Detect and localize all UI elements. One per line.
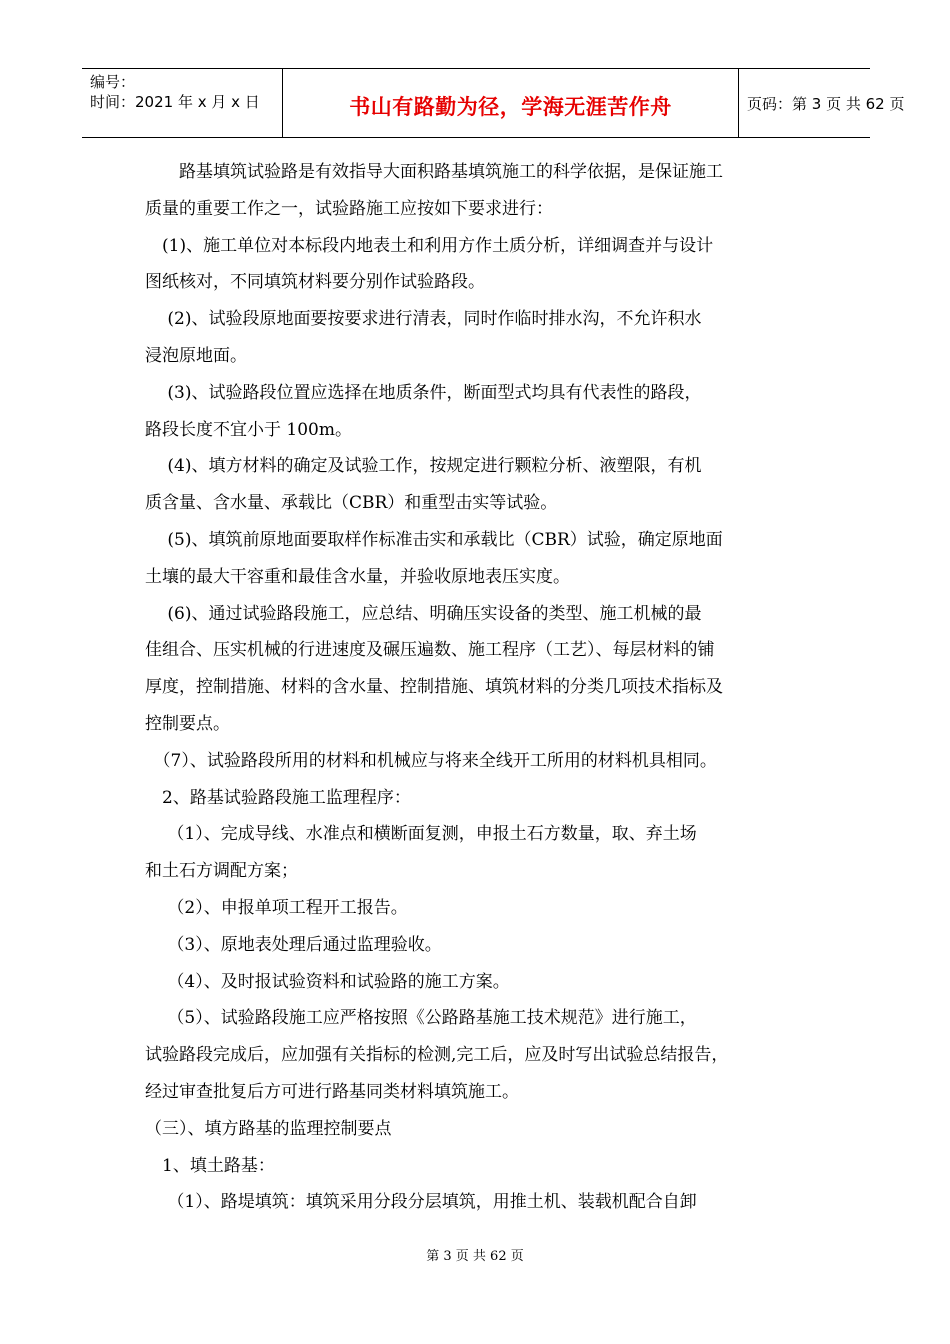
text-line: 试验路段完成后，应加强有关指标的检测,完工后，应及时写出试验总结报告， (145, 1045, 729, 1066)
text-line: （三）、填方路基的监理控制要点 (145, 1118, 392, 1139)
text-line: （2）、申报单项工程开工报告。 (145, 897, 408, 918)
text-line: 路基填筑试验路是有效指导大面积路基填筑施工的科学依据，是保证施工 (145, 162, 723, 182)
text-line: 1、填土路基： (145, 1155, 275, 1176)
text-line: (6)、通过试验路段施工，应总结、明确压实设备的类型、施工机械的最 (145, 603, 702, 624)
text-line: 浸泡原地面。 (145, 345, 247, 366)
text-line: （3）、原地表处理后通过监理验收。 (145, 934, 442, 955)
text-line: (5)、填筑前原地面要取样作标准击实和承载比（CBR）试验，确定原地面 (145, 529, 723, 550)
text-line: 质量的重要工作之一，试验路施工应按如下要求进行： (145, 198, 553, 219)
text-line: (1)、施工单位对本标段内地表土和利用方作土质分析，详细调查并与设计 (145, 235, 714, 256)
header-page-cell (739, 69, 905, 137)
document-number-label: 编号： (90, 73, 136, 91)
text-line: (2)、试验段原地面要按要求进行清表，同时作临时排水沟，不允许积水 (145, 309, 702, 330)
header-page-info: 页码：第 3 页 共 62 页 (747, 95, 905, 113)
text-line: 控制要点。 (145, 713, 230, 734)
text-line: （4）、及时报试验资料和试验路的施工方案。 (145, 971, 510, 992)
text-line: 质含量、含水量、承载比（CBR）和重型击实等试验。 (145, 493, 558, 514)
header-motto: 书山有路勤为径，学海无涯苦作舟 (349, 95, 672, 119)
text-line: (4)、填方材料的确定及试验工作，按规定进行颗粒分析、液塑限，有机 (145, 456, 702, 477)
text-line: 2、路基试验路段施工监理程序： (145, 787, 411, 808)
document-body (145, 154, 813, 1221)
text-line: 经过审查批复后方可进行路基同类材料填筑施工。 (145, 1081, 519, 1102)
text-line: （5）、试验路段施工应严格按照《公路路基施工技术规范》进行施工， (145, 1008, 697, 1029)
text-line: （1）、路堤填筑：填筑采用分段分层填筑，用推土机、装载机配合自卸 (145, 1192, 697, 1213)
header-meta-cell (82, 69, 283, 137)
text-line: 路段长度不宜小于 100m。 (145, 419, 352, 440)
document-date-label: 时间：2021 年 x 月 x 日 (90, 93, 260, 111)
text-line: 佳组合、压实机械的行进速度及碾压遍数、施工程序（工艺）、每层材料的铺 (145, 640, 715, 661)
page-footer: 第 3 页 共 62 页 (426, 1249, 524, 1264)
text-line: 厚度，控制措施、材料的含水量、控制措施、填筑材料的分类几项技术指标及 (145, 677, 723, 698)
text-line: 图纸核对，不同填筑材料要分别作试验路段。 (145, 272, 485, 293)
text-line: （1）、完成导线、水准点和横断面复测，申报土石方数量，取、弃土场 (145, 824, 697, 845)
page-header (82, 68, 905, 138)
header-motto-cell (283, 69, 739, 137)
text-line: 土壤的最大干容重和最佳含水量，并验收原地表压实度。 (145, 566, 570, 587)
text-line: (3)、试验路段位置应选择在地质条件，断面型式均具有代表性的路段， (145, 382, 702, 403)
text-line: （7）、试验路段所用的材料和机械应与将来全线开工所用的材料机具相同。 (145, 750, 717, 771)
text-line: 和土石方调配方案； (145, 861, 298, 882)
